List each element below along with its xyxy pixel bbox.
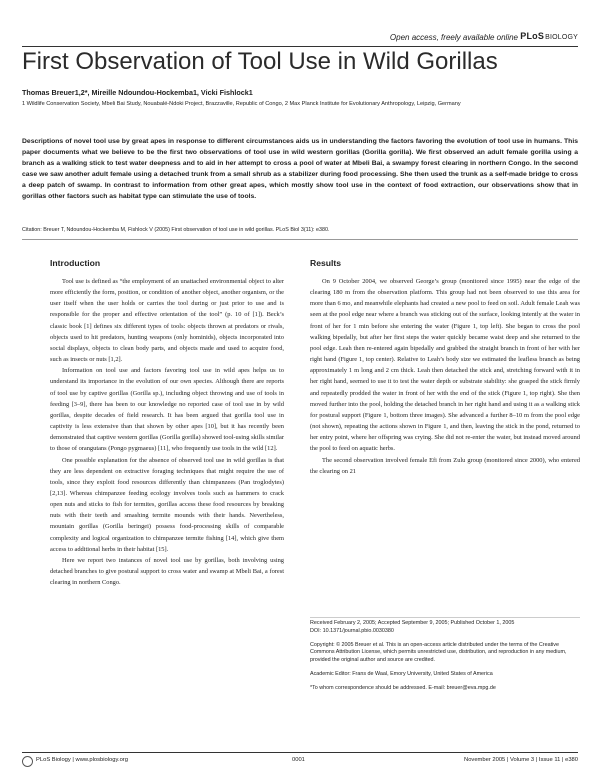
article-info [310,620,580,693]
intro-paragraph: One possible explanation for the absence of observed tool use in wild gorillas is that they are less dependent on extractive foraging techniques that might require the use of tools, since they exploit food resources differently than chimpanzees (Pan troglodytes) [2,13]. Whereas chimpanzee feeding ecology involves tools such as hammers to crack open nuts and sticks to fish for termites, gorillas access these food resources by breaking nuts with their teeth and smashing termite mounds with their hands. Nevertheless, mountain gorillas (Gorilla beringei) possess food-processing skills of comparable complexity and logical organization to chimpanzee termite fishing [14], which give them access to additional herbs in their habitat [15]. [50,456,284,553]
intro-paragraph: Information on tool use and factors favoring tool use in wild apes helps us to understand its importance in the evolution of our own species. Although there are reports of tool use by captive gorillas (Gorilla sp.), including object throwing and use of tools in feeding [3–9], there has been to our knowledge no reported case of tool use in by wild gorillas, despite decades of field research. It has been argued that gorilla tool use in captivity is less extensive than that shown by other apes [10], but it has recently been demonstrated that captive western gorillas (Gorilla gorilla) showed tool-using skills similar to those of orangutans (Pongo pygmaeus) [11], who frequently use tools in the wild [12]. [50,367,284,453]
results-paragraph: The second observation involved female Efi from Zulu group (monitored since 2000), who entered the clearing on 21 [310,456,580,475]
article-info-divider [310,617,580,618]
citation: Citation: Breuer T, Ndoundou-Hockemba M, Fishlock V (2005) First observation of tool use in wild gorillas. PLoS Biol 3(11): e380. [22,227,330,233]
results-body [310,276,580,477]
author-list: Thomas Breuer1,2*, Mireille Ndoundou-Hockemba1, Vicki Fishlock1 [22,88,253,97]
doi: DOI: 10.1371/journal.pbio.0030380 [310,627,394,634]
copyright: Copyright: © 2005 Breuer et al. This is an open-access article distributed under the terms of the Creative Commons Attribution License, which permits unrestricted use, distribution, and reproduction in any medium, provided the original author and source are credited. [310,641,567,664]
journal-logo [520,31,578,41]
intro-paragraph: Tool use is defined as “the employment of an unattached environmental object to alter more efficiently the form, position, or condition of another object, another organism, or the user itself when the user holds or carries the tool during or just prior to use and is responsible for the proper and effective orientation of the tool” (p. 10 of [1]). Beck’s classic book [1] defines six different types of tools: objects thrown at predators or rivals, objects used to hit predators, hunting weapons (only hominids), objects incorporated into social displays, objects to clean body parts, and objects made and used to acquire food, such as insects or nuts [1,2]. [50,278,284,364]
footer-journal: PLoS Biology | www.plosbiology.org [36,757,128,763]
introduction-heading: Introduction [50,258,101,268]
open-access-label: Open access, freely available online [389,33,518,42]
footer-issue: November 2005 | Volume 3 | Issue 11 | e380 [464,757,578,763]
page-number: 0001 [292,757,305,763]
logo-subtext: BIOLOGY [545,34,578,41]
plos-logo-icon [22,756,33,767]
intro-paragraph: Here we report two instances of novel tool use by gorillas, both involving using detached branches to give postural support to cross water and swamp at Mbeli Bai, a forest clearing in northern Congo. [50,556,284,587]
affiliations: 1 Wildlife Conservation Society, Mbeli Bai Study, Nouabalé-Ndoki Project, Brazzaville, Republic of Congo, 2 Max Planck Institute for Evolutionary Anthropology, Leipzig, Germany [22,101,461,107]
academic-editor: Academic Editor: Frans de Waal, Emory University, United States of America [310,670,493,677]
received-dates: Received February 2, 2005; Accepted September 9, 2005; Published October 1, 2005 [310,620,515,626]
results-paragraph: On 9 October 2004, we observed George’s group (monitored since 1995) near the edge of the clearing 180 m from the observation platform. This group had not been observed to use this area for more than 6 mo, and meanwhile elephants had created a new pool to feed on soil. Adult female Leah was seen at the pool edge near where a branch was sticking out of the surface, looking intently at the water in front of her for 1 min before she entering the water (Figure 1, top left). She began to cross the pool walking bipedally, but after her first steps the water quickly became waist deep and she returned to the pool edge. Leah then re-entered again bipedally and grabbed the straight branch in front of her with her right hand (Figure 1, top center). Relative to Leah’s body size we estimated the leafless branch as being approximately 1 m long and 2 cm thick. Leah then detached the stick and, stretching forward with it in her right hand, seemed to use it to test the water depth or substrate stability: she grasped the stick firmly and repeatedly prodded the water in front of her with the end of the stick (Figure 1, top right). She then moved further into the pool, holding the detached branch in her right hand and using it as a walking stick for postural support (Figure 1, bottom three images). She advanced a further 8–10 m from the pool edge (not shown), repeating the actions shown in Figure 1, and then, leaving the stick in the pond, returned to her entry point, where her offspring was crying. She did not re-enter the water, but instead moved around the pool to feed on aquatic herbs. [310,278,580,453]
abstract: Descriptions of novel tool use by great apes in response to different circumstances aids us in understanding the factors favoring the evolution of tool use in humans. This paper documents what we believe to be the first two observations of tool use in wild western gorillas (Gorilla gorilla). We first observed an adult female gorilla using a branch as a walking stick to test water deepness and to aid in her attempt to cross a pool of water at Mbeli Bai, a swampy forest clearing in northern Congo. In the second case we saw another adult female using a detached trunk from a small shrub as a stabilizer during food processing. She then used the trunk as a self-made bridge to cross a deep patch of swamp. In contrast to information from other great apes, which mostly show tool use in the context of food extraction, our observations show that in gorillas other factors such as habitat type can stimulate the use of tools. [22,138,578,200]
journal-header-bar [22,32,578,47]
correspondence: *To whom correspondence should be addressed. E-mail: breuer@eva.mpg.de [310,684,496,691]
results-heading: Results [310,258,342,268]
logo-text: PLoS [520,31,545,41]
header-divider [22,239,578,240]
paper-title: First Observation of Tool Use in Wild Gorillas [22,48,498,75]
introduction-body [50,276,284,588]
footer-divider [22,752,578,753]
